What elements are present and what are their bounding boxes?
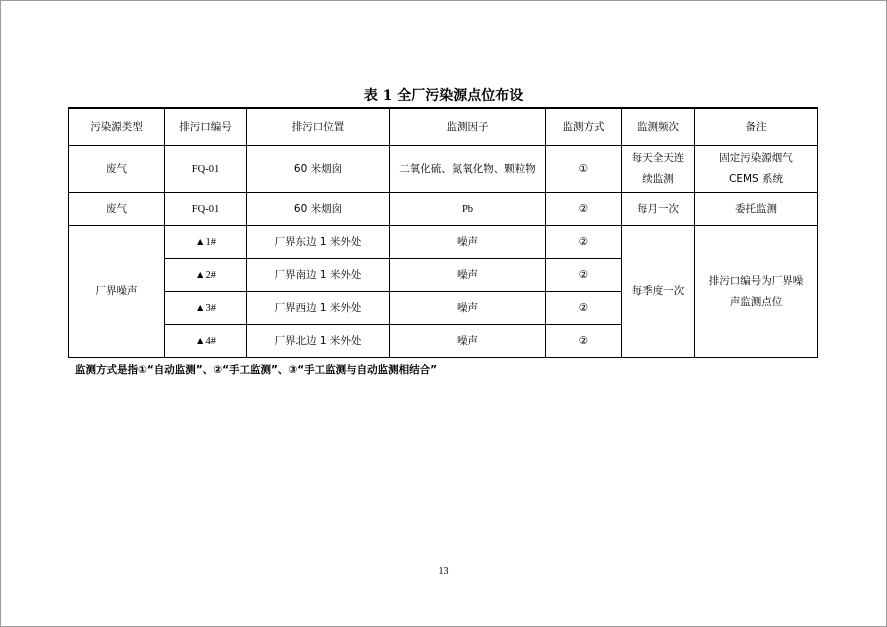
header-monitoring-method: 监测方式 bbox=[546, 108, 622, 146]
cell-monitoring-frequency bbox=[622, 146, 695, 193]
table-row bbox=[69, 193, 818, 226]
cell-source-type: 废气 bbox=[69, 146, 165, 193]
header-outlet-location: 排污口位置 bbox=[247, 108, 390, 146]
remarks-line-2: 声监测点位 bbox=[729, 295, 783, 308]
header-outlet-code: 排污口编号 bbox=[165, 108, 247, 146]
cell-monitoring-method: ② bbox=[546, 193, 622, 226]
frequency-line-2: 续监测 bbox=[642, 173, 674, 185]
cell-outlet-location: 厂界北边 1 米外处 bbox=[247, 325, 390, 358]
cell-monitoring-factor: 噪声 bbox=[390, 226, 546, 259]
cell-remarks: 委托监测 bbox=[695, 193, 818, 226]
cell-outlet-code: ▲2# bbox=[165, 259, 247, 292]
header-monitoring-frequency: 监测频次 bbox=[622, 108, 695, 146]
frequency-line-1: 每天全天连 bbox=[631, 152, 685, 164]
cell-outlet-location: 厂界东边 1 米外处 bbox=[247, 226, 390, 259]
table-header-row bbox=[69, 108, 818, 146]
cell-outlet-code: ▲3# bbox=[165, 292, 247, 325]
cell-monitoring-method: ② bbox=[546, 292, 622, 325]
cell-outlet-location: 60 米烟囱 bbox=[247, 193, 390, 226]
table-row bbox=[69, 146, 818, 193]
cell-outlet-location: 厂界南边 1 米外处 bbox=[247, 259, 390, 292]
cell-monitoring-frequency: 每季度一次 bbox=[622, 226, 695, 358]
header-source-type: 污染源类型 bbox=[69, 108, 165, 146]
page-number: 13 bbox=[438, 566, 449, 577]
cell-source-type: 废气 bbox=[69, 193, 165, 226]
table-title: 表 1 全厂污染源点位布设 bbox=[363, 88, 524, 104]
cell-outlet-code: ▲4# bbox=[165, 325, 247, 358]
cell-source-type: 厂界噪声 bbox=[69, 226, 165, 358]
cell-monitoring-factor: 噪声 bbox=[390, 325, 546, 358]
cell-remarks bbox=[695, 146, 818, 193]
table-row bbox=[69, 226, 818, 259]
header-remarks: 备注 bbox=[695, 108, 818, 146]
cell-monitoring-method: ② bbox=[546, 226, 622, 259]
remarks-line-1: 固定污染源烟气 bbox=[719, 152, 793, 164]
cell-outlet-location: 厂界西边 1 米外处 bbox=[247, 292, 390, 325]
cell-monitoring-factor: 二氧化硫、氮氧化物、颗粒物 bbox=[390, 146, 546, 193]
remarks-line-1: 排污口编号为厂界噪 bbox=[708, 274, 804, 287]
cell-monitoring-factor: 噪声 bbox=[390, 292, 546, 325]
table-footnote: 监测方式是指①“自动监测”、②“手工监测”、③“手工监测与自动监测相结合” bbox=[75, 364, 438, 376]
remarks-line-2: CEMS 系统 bbox=[728, 173, 784, 185]
monitoring-points-table bbox=[68, 107, 818, 358]
cell-monitoring-factor: Pb bbox=[390, 193, 546, 226]
cell-outlet-code: ▲1# bbox=[165, 226, 247, 259]
cell-remarks bbox=[695, 226, 818, 358]
cell-monitoring-method: ① bbox=[546, 146, 622, 193]
cell-monitoring-method: ② bbox=[546, 325, 622, 358]
header-monitoring-factor: 监测因子 bbox=[390, 108, 546, 146]
cell-monitoring-method: ② bbox=[546, 259, 622, 292]
cell-outlet-location: 60 米烟囱 bbox=[247, 146, 390, 193]
cell-monitoring-frequency: 每月一次 bbox=[622, 193, 695, 226]
cell-monitoring-factor: 噪声 bbox=[390, 259, 546, 292]
cell-outlet-code: FQ-01 bbox=[165, 193, 247, 226]
cell-outlet-code: FQ-01 bbox=[165, 146, 247, 193]
